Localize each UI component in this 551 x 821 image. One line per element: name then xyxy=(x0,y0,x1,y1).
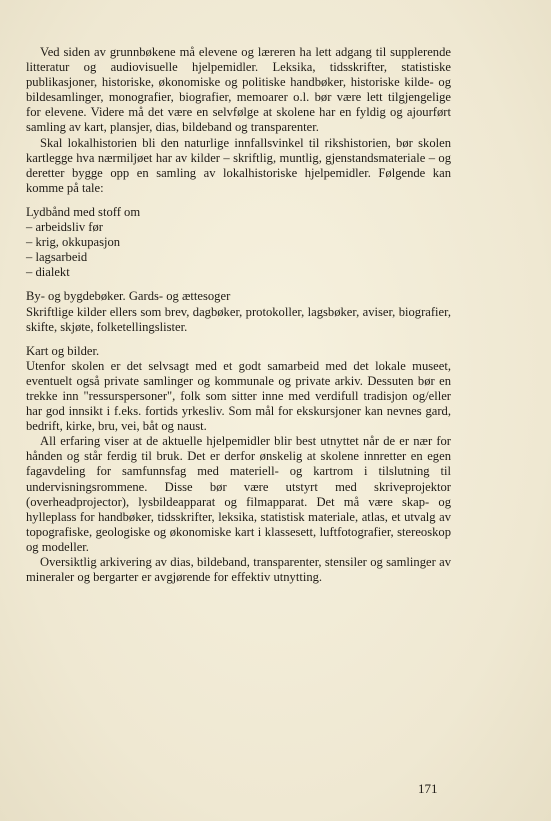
paragraph-archiving: Oversiktlig arkivering av dias, bildeband, transparenter, stensiler og samlinger av mineraler og bergarter er avgjørende for effektiv utnytting. xyxy=(26,555,451,585)
lydband-section xyxy=(26,205,451,280)
lydband-heading: Lydbånd med stoff om xyxy=(26,204,141,219)
list-item: – lagsarbeid xyxy=(26,250,451,265)
written-sources-text: Skriftlige kilder ellers som brev, dagbøker, protokoller, lagsbøker, aviser, biografier, skifte, skjøte, folketellingslister. xyxy=(26,304,451,334)
list-item: – krig, okkupasjon xyxy=(26,235,451,250)
lydband-list xyxy=(26,220,451,280)
paragraph-experience: All erfaring viser at de aktuelle hjelpemidler blir best utnyttet når de er nær for hånden og står ferdig til bruk. Det er derfor ønskelig at skolene innretter en egen fagavdeling for samfunnsfag med materiell- og kartrom i tilslutning til undervisningsrommene. Disse bør være utstyrt med skriveprojektor (overheadprojector), lysbildeapparat og filmapparat. Det må være skap- og hylleplass for handbøker, tidsskrifter, leksika, statistisk materiale, atlas, et utvalg av topografiske, geologiske og økonomiske kart i klassesett, luftfotografier, stereoskop og modeller. xyxy=(26,434,451,554)
maps-heading: Kart og bilder. xyxy=(26,343,100,358)
outside-school-text: Utenfor skolen er det selvsagt med et godt samarbeid med det lokale museet, eventuelt også private samlinger og kommunale og private arkiv. Dessuten bør en trekke inn "ressurspersoner", folk som sitter inne med verdifull tradisjon og/eller har god innsikt i f.eks. fortids yrkesliv. Som mål for ekskursjoner kan nevnes gard, bedrift, kirke, bru, vei, båt og naust. xyxy=(26,358,451,434)
paragraph-local-history: Skal lokalhistorien bli den naturlige innfallsvinkel til rikshistorien, bør skolen kartlegge hva nærmiljøet har av kilder – skriftlig, muntlig, gjenstandsmateriale – og deretter bygge opp en samling av lokalhistoriske hjelpemidler. Følgende kan komme på tale: xyxy=(26,135,451,195)
written-sources-section xyxy=(26,289,451,334)
bygdeboker-heading: By- og bygdebøker. Gards- og ættesoger xyxy=(26,289,231,304)
list-item: – dialekt xyxy=(26,265,451,280)
maps-section xyxy=(26,344,451,435)
body-text xyxy=(26,45,451,585)
page-number: 171 xyxy=(418,781,438,796)
paragraph-supplementary-materials: Ved siden av grunnbøkene må elevene og læreren ha lett adgang til supplerende litteratur og audiovisuelle hjelpemidler. Leksika, tidsskrifter, statistiske publikasjoner, historiske, økonomiske og politiske handbøker, historiske kilde- og bildesamlinger, monografier, biografier, memoarer o.l. bør være lett tilgjengelige for elevene. Videre må det være en selvfølge at skolene har en fyldig og ajourført samling av kart, plansjer, dias, bildeband og transparenter. xyxy=(26,45,451,135)
list-item: – arbeidsliv før xyxy=(26,220,451,235)
